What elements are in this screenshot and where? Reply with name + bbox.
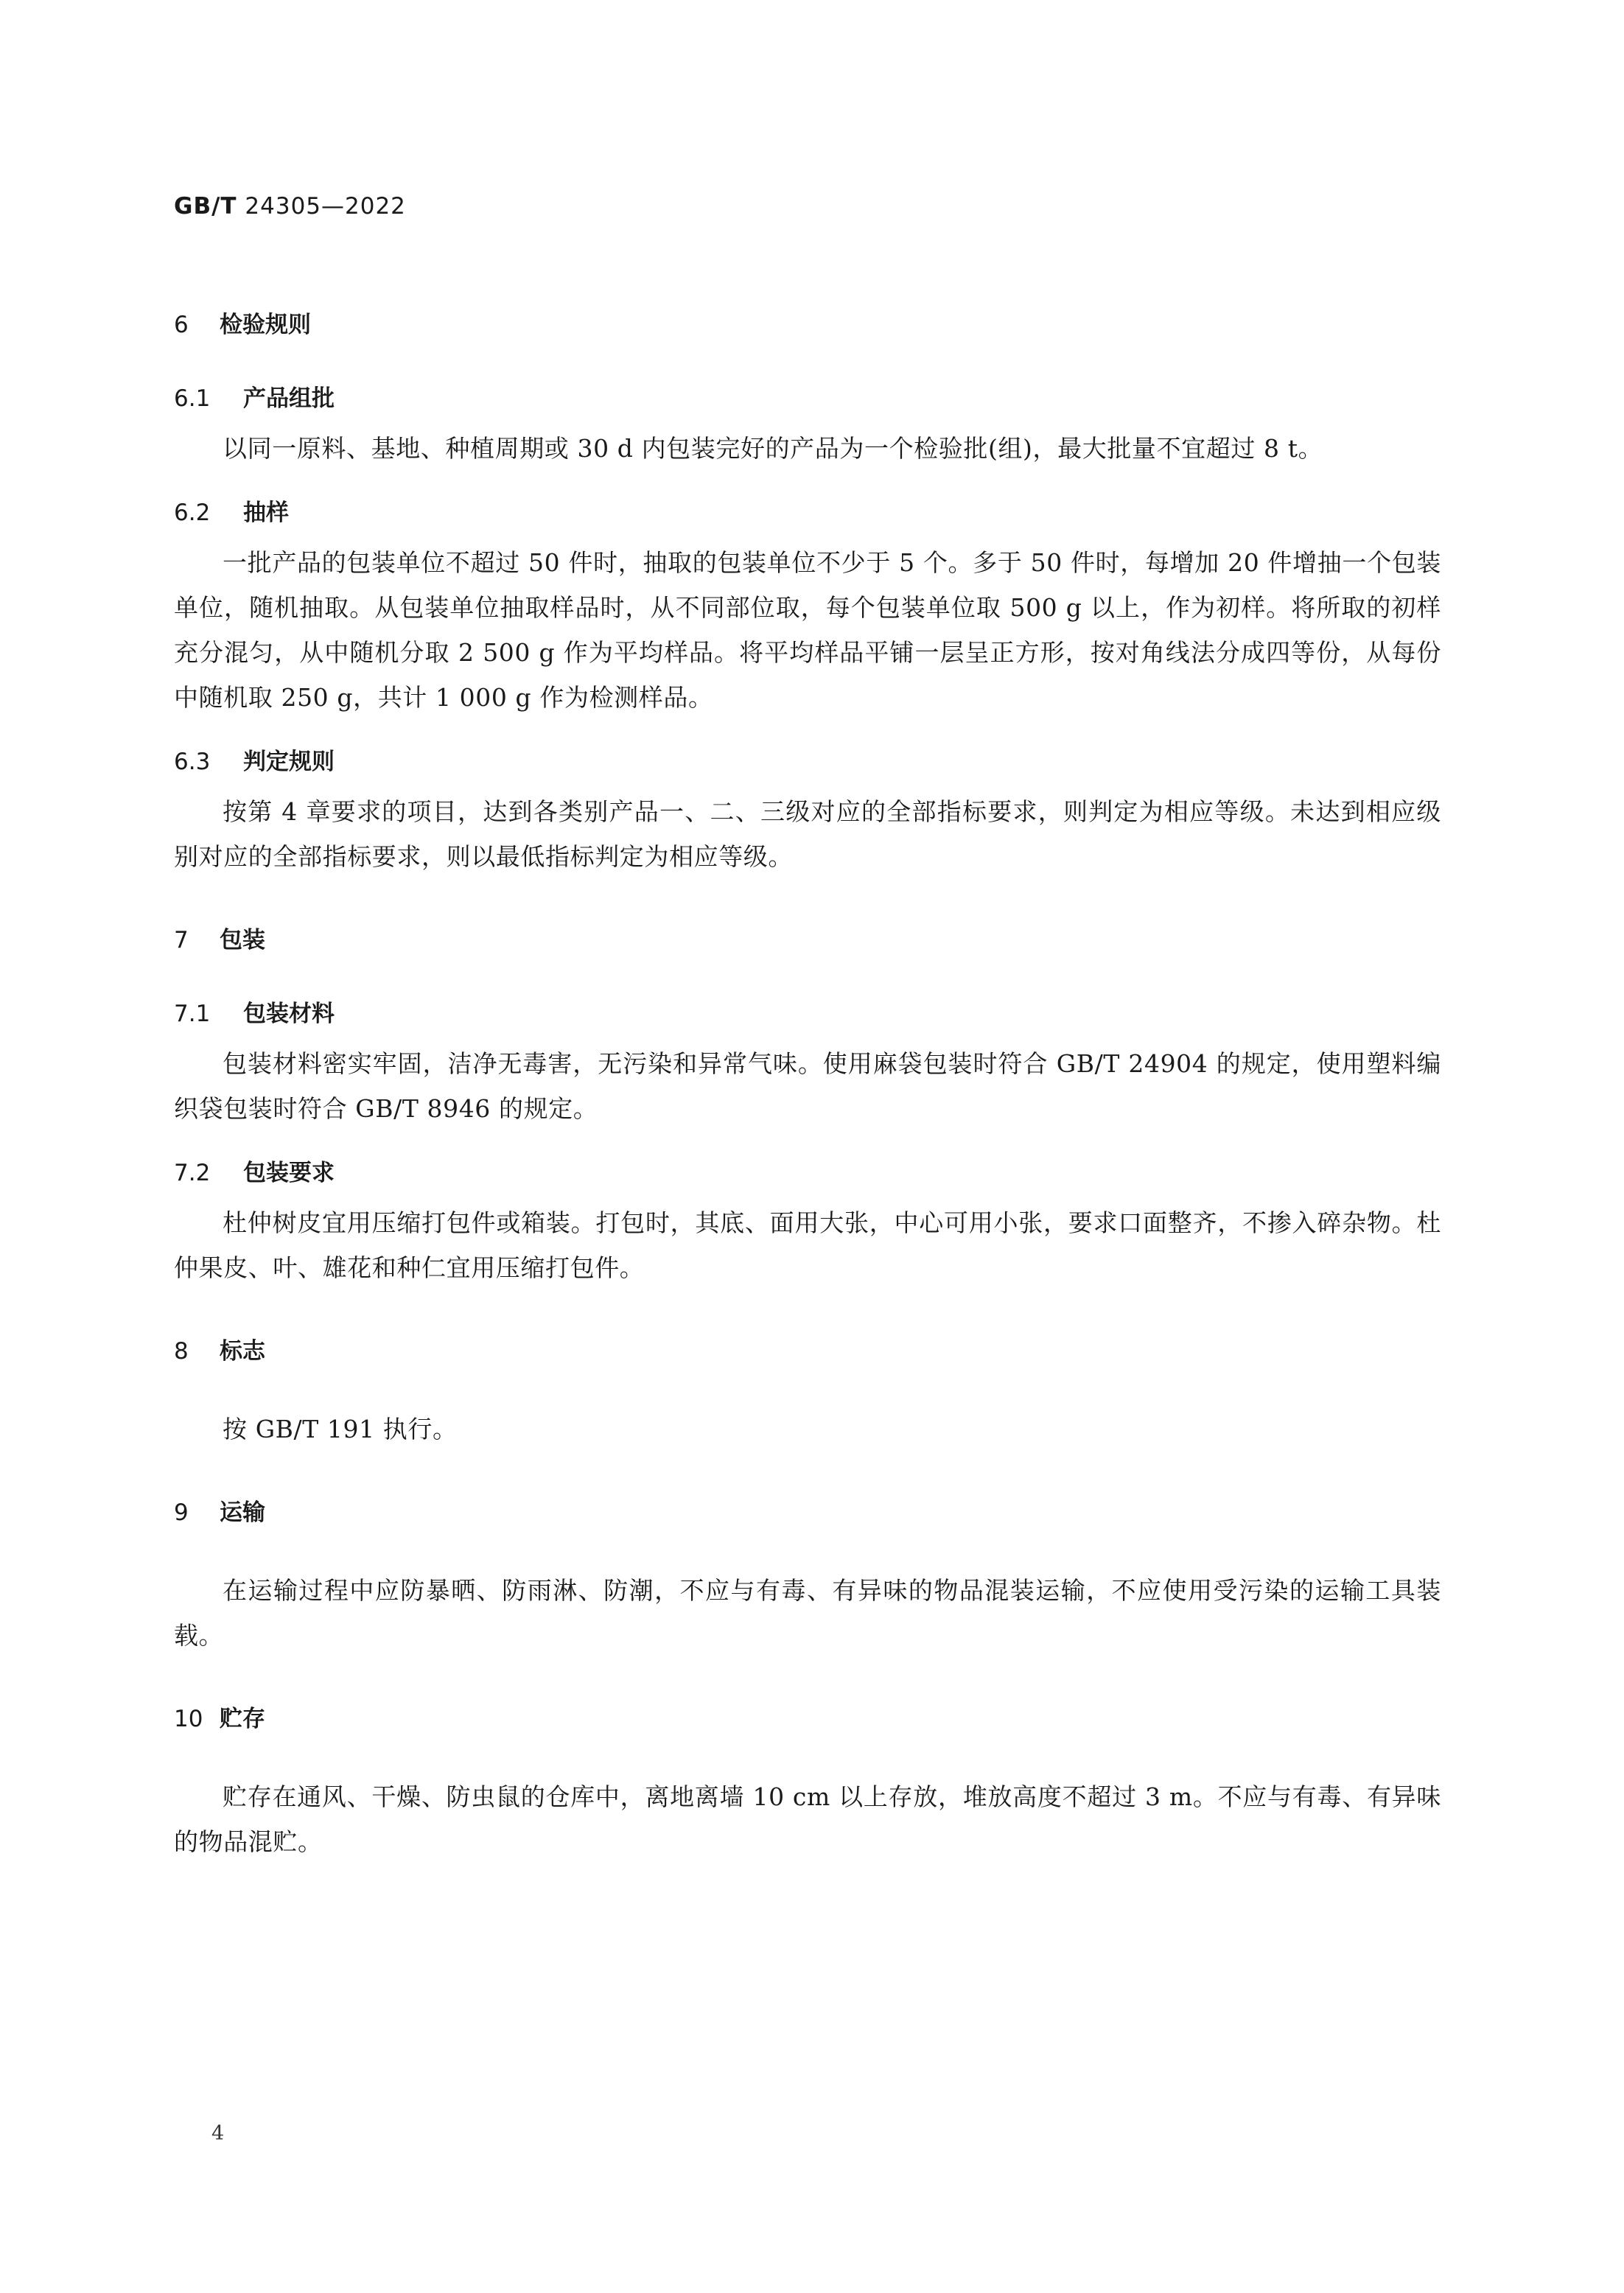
section-7-1-text: 包装材料密实牢固，洁净无毒害，无污染和异常气味。使用麻袋包装时符合 GB/T 24904 的规定，使用塑料编织袋包装时符合 GB/T 8946 的规定。	[174, 1049, 1441, 1123]
chapter-number: 8	[174, 1338, 189, 1365]
section-6-1-heading	[174, 380, 1441, 417]
section-number: 7.2	[174, 1160, 211, 1186]
chapter-6-heading	[174, 307, 1441, 343]
chapter-title: 包装	[220, 927, 265, 953]
standard-code: 24305—2022	[237, 193, 406, 220]
section-6-2-heading	[174, 494, 1441, 531]
section-6-2-text: 一批产品的包装单位不超过 50 件时，抽取的包装单位不少于 5 个。多于 50 件时，每增加 20 件增抽一个包装单位，随机抽取。从包装单位抽取样品时，从不同部位取，每个包装单位取 500 g 以上，作为初样。将所取的初样充分混匀，从中随机分取 2 500 g 作为平均样品。将平均样品平铺一层呈正方形，按对角线法分成四等份，从每份中随机取 250 g，共计 1 000 g 作为检测样品。	[174, 548, 1441, 712]
chapter-9-heading	[174, 1494, 1441, 1531]
chapter-title: 运输	[220, 1499, 265, 1526]
chapter-title: 标志	[220, 1338, 265, 1365]
section-title: 产品组批	[243, 385, 335, 412]
section-number: 6.1	[174, 385, 211, 412]
page-number: 4	[211, 2122, 225, 2145]
section-6-3-text: 按第 4 章要求的项目，达到各类别产品一、二、三级对应的全部指标要求，则判定为相应等级。未达到相应级别对应的全部指标要求，则以最低指标判定为相应等级。	[174, 797, 1441, 871]
chapter-9-text: 在运输过程中应防暴晒、防雨淋、防潮，不应与有毒、有异味的物品混装运输，不应使用受污染的运输工具装载。	[174, 1576, 1441, 1650]
section-7-1-heading	[174, 995, 1441, 1032]
standard-number	[174, 193, 406, 220]
section-number: 7.1	[174, 1001, 211, 1027]
section-number: 6.3	[174, 749, 211, 775]
section-7-2-text: 杜仲树皮宜用压缩打包件或箱装。打包时，其底、面用大张，中心可用小张，要求口面整齐，不掺入碎杂物。杜仲果皮、叶、雄花和种仁宜用压缩打包件。	[174, 1208, 1441, 1282]
section-number: 6.2	[174, 500, 211, 526]
section-title: 判定规则	[243, 749, 335, 775]
chapter-number: 7	[174, 927, 189, 953]
section-6-1-text: 以同一原料、基地、种植周期或 30 d 内包装完好的产品为一个检验批(组)，最大批量不宜超过 8 t。	[223, 434, 1323, 463]
chapter-8-heading	[174, 1333, 1441, 1370]
chapter-10-text: 贮存在通风、干燥、防虫鼠的仓库中，离地离墙 10 cm 以上存放，堆放高度不超过 3 m。不应与有毒、有异味的物品混贮。	[174, 1782, 1441, 1856]
section-title: 包装材料	[243, 1001, 335, 1027]
document-body	[174, 307, 1441, 1864]
chapter-number: 9	[174, 1499, 189, 1526]
chapter-number: 10	[174, 1706, 203, 1732]
chapter-8-text: 按 GB/T 191 执行。	[223, 1415, 458, 1443]
section-7-2-heading	[174, 1155, 1441, 1191]
chapter-title: 贮存	[220, 1706, 265, 1732]
standard-prefix: GB/T	[174, 193, 237, 220]
section-title: 包装要求	[243, 1160, 335, 1186]
chapter-number: 6	[174, 312, 189, 338]
section-6-3-heading	[174, 743, 1441, 780]
chapter-7-heading	[174, 922, 1441, 959]
chapter-title: 检验规则	[220, 312, 311, 338]
section-title: 抽样	[243, 500, 289, 526]
chapter-10-heading	[174, 1701, 1441, 1737]
